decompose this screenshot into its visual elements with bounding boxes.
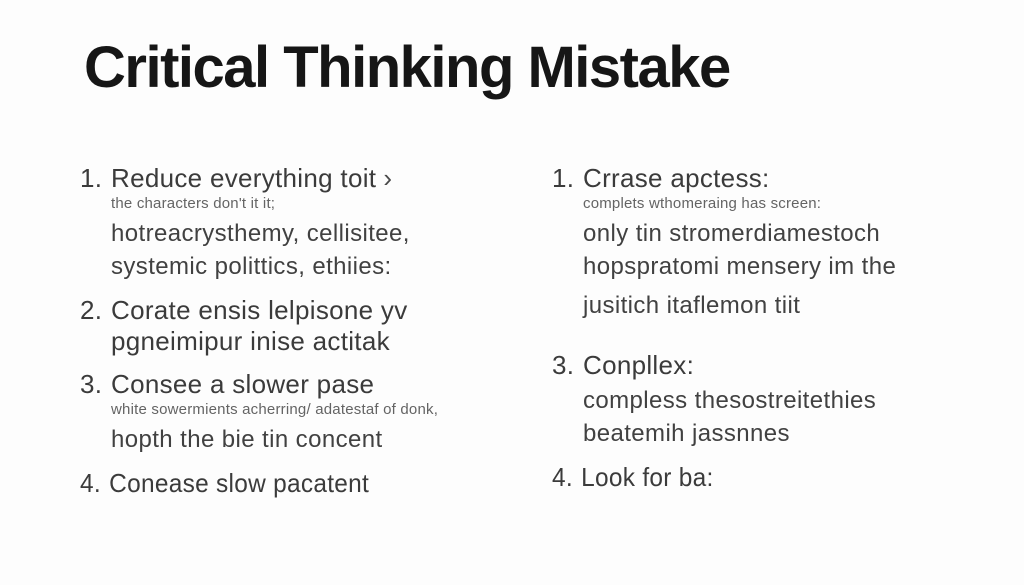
- body-line: jusitich itaflemon tiit: [583, 292, 801, 319]
- item-heading-text: Look for ba:: [581, 462, 714, 492]
- item-heading: [80, 468, 512, 498]
- item-number: 3.: [80, 369, 103, 399]
- item-subtext: the characters don't it it;: [111, 195, 276, 212]
- body-line: beatemih jassnnes: [583, 420, 790, 447]
- item-heading: [80, 369, 540, 399]
- item-heading: [80, 163, 540, 193]
- item-body: [80, 217, 540, 283]
- item-heading-text: [111, 295, 408, 357]
- list-item-3-right: [552, 350, 1024, 450]
- item-heading: [552, 462, 996, 492]
- item-body: [80, 423, 540, 456]
- list-item-2-left: [80, 295, 540, 357]
- body-line: hopspratomi mensery im the: [583, 253, 897, 280]
- page-title: Critical Thinking Mistake: [84, 35, 730, 100]
- chevron-right-icon: ›: [383, 163, 393, 193]
- item-heading-text: Consee a slower pase: [111, 369, 375, 399]
- body-line: only tin stromerdiamestoch: [583, 220, 881, 247]
- content-columns: [0, 163, 1024, 510]
- list-item-4-left: [80, 468, 540, 498]
- heading-label: Reduce everything toit: [111, 163, 377, 193]
- left-column: [80, 163, 540, 510]
- list-item-4-right: [552, 462, 1024, 492]
- item-heading: [552, 163, 1024, 193]
- heading-line: pgneimipur inise actitak: [111, 326, 390, 356]
- item-number: 1.: [80, 163, 103, 193]
- body-line: hopth the bie tin concent: [111, 426, 383, 453]
- item-number: 4.: [80, 468, 101, 498]
- list-item-1-left: [80, 163, 540, 283]
- list-item-1-right: [552, 163, 1024, 322]
- body-line: hotreacrysthemy, cellisitee,: [111, 220, 410, 247]
- item-number: 3.: [552, 350, 575, 380]
- item-subtext: white sowermients acherring/ adatestaf of donk,: [111, 401, 439, 418]
- body-line: compless thesostreitethies: [583, 387, 877, 414]
- item-number: 2.: [80, 295, 103, 325]
- list-item-3-left: [80, 369, 540, 456]
- item-heading-text: Conpllex:: [583, 350, 695, 380]
- item-heading: [552, 350, 1024, 380]
- item-body: [552, 384, 1024, 450]
- item-subtext: complets wthomeraing has screen:: [583, 195, 822, 212]
- item-heading-text: [111, 163, 392, 193]
- item-heading: [80, 295, 540, 357]
- item-number: 1.: [552, 163, 575, 193]
- right-column: [552, 163, 1024, 510]
- body-line: systemic polittics, ethiies:: [111, 253, 392, 280]
- item-body: [552, 217, 1024, 322]
- item-heading-text: Conease slow pacatent: [109, 468, 370, 498]
- item-heading-text: Crrase apctess:: [583, 163, 770, 193]
- item-number: 4.: [552, 462, 573, 492]
- heading-line: Corate ensis lelpisone yv: [111, 295, 408, 325]
